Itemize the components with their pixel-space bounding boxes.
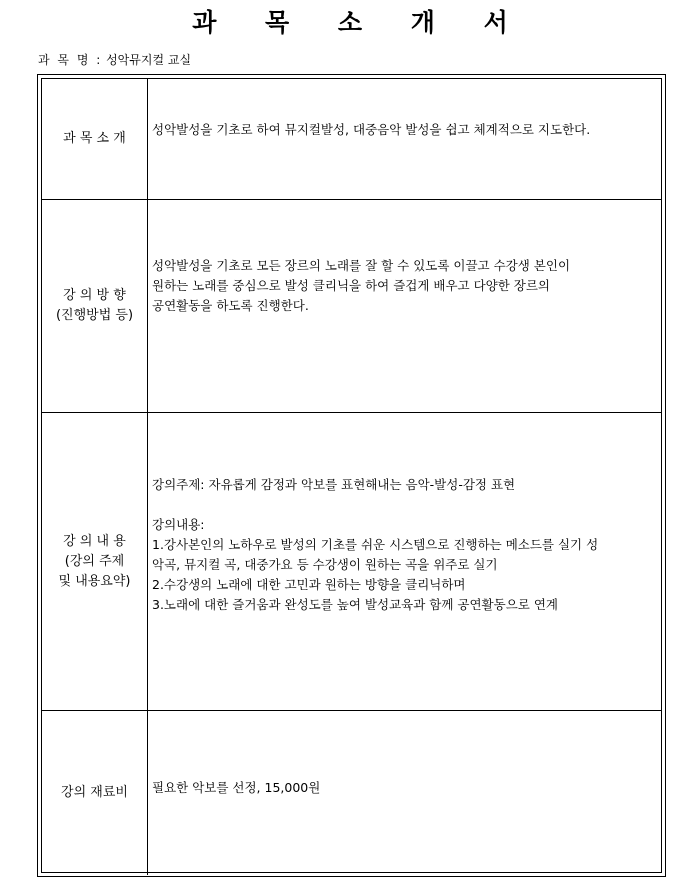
table-outer-border	[37, 74, 666, 877]
content-heading: 강의내용:	[152, 517, 205, 532]
theme-text: 자유롭게 감정과 악보를 표현해내는 음악-발성-감정 표현	[208, 477, 516, 492]
theme-line	[152, 475, 657, 495]
subject-value: 성악뮤지컬 교실	[106, 53, 192, 67]
label-content-line-1: 강 의 내 용	[63, 533, 126, 549]
label-materials	[42, 711, 148, 875]
direction-line-3: 공연활동을 하도록 진행한다.	[152, 298, 309, 313]
info-table	[41, 78, 662, 873]
direction-line-2: 원하는 노래를 중심으로 발성 클리닉을 하여 즐겁게 배우고 다양한 장르의	[152, 278, 551, 293]
table-row-content	[42, 412, 661, 710]
content-line-1: 1.강사본인의 노하우로 발성의 기초를 쉬운 시스템으로 진행하는 메소드를 실기 성	[152, 537, 599, 552]
label-direction-line-2: (진행방법 등)	[55, 308, 134, 323]
label-materials-line-1: 강의 재료비	[61, 785, 128, 800]
subject-label: 과 목 명 :	[38, 53, 103, 67]
intro-line-1: 성악발성을 기초로 하여 뮤지컬발성, 대중음악 발성을 쉽고 체계적으로 지도한다.	[152, 122, 591, 137]
table-row-materials	[42, 710, 661, 875]
label-content-line-3: 및 내용요약)	[58, 573, 131, 589]
content-intro	[148, 79, 661, 199]
label-intro-line-1: 과 목 소 개	[63, 131, 126, 146]
content-content	[148, 413, 661, 710]
table-row-intro	[42, 79, 661, 199]
document-title: 과 목 소 개 서	[192, 8, 528, 37]
direction-line-1: 성악발성을 기초로 모든 장르의 노래를 잘 할 수 있도록 이끌고 수강생 본인이	[152, 258, 571, 273]
materials-line-1: 필요한 악보를 선정, 15,000원	[152, 780, 321, 795]
label-direction	[42, 200, 148, 412]
content-line-3: 2.수강생의 노래에 대한 고민과 원하는 방향을 클리닉하며	[152, 577, 466, 592]
label-content-line-2: (강의 주제	[64, 553, 125, 569]
content-direction	[148, 200, 661, 412]
label-content	[42, 413, 148, 710]
label-direction-line-1: 강 의 방 향	[63, 288, 126, 303]
content-materials	[148, 711, 661, 875]
subject-line	[38, 52, 191, 68]
content-line-4: 3.노래에 대한 즐거움과 완성도를 높여 발성교육과 함께 공연활동으로 연계	[152, 597, 558, 612]
content-line-2: 악곡, 뮤지컬 곡, 대중가요 등 수강생이 원하는 곡을 위주로 실기	[152, 557, 498, 572]
label-intro	[42, 79, 148, 199]
table-row-direction	[42, 199, 661, 412]
theme-label: 강의주제:	[152, 477, 205, 492]
